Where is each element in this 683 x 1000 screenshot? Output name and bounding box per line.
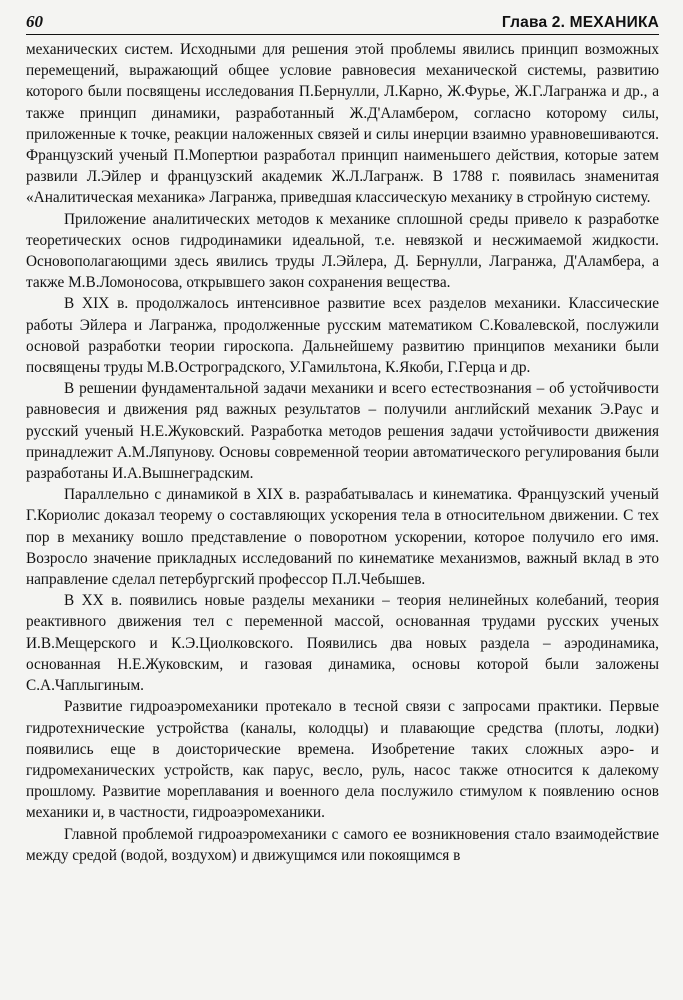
paragraph-7: Развитие гидроаэромеханики протекало в тесной связи с запросами практики. Первые гидротехнические устройства (каналы, колодцы) и плавающие средства (плоты, лодки) появились еще в доисторические времена. Изобретение таких сложных аэро- и гидромеханических устройств, как парус, весло, руль, насос также относится к далекому прошлому. Развитие мореплавания и военного дела послужило стимулом к появлению основ механики и, в частности, гидроаэромеханики. xyxy=(26,698,659,822)
paragraph-3: В XIX в. продолжалось интенсивное развитие всех разделов механики. Классические работы Эйлера и Лагранжа, продолженные русским математиком С.Ковалевской, послужили основой разработки теории гироскопа. Дальнейшему развитию принципов механики были посвящены труды М.В.Остроградского, У.Гамильтона, К.Якоби, Г.Герца и др. xyxy=(26,295,659,377)
paragraph-1: механических систем. Исходными для решения этой проблемы явились принцип возможных перемещений, выражающий общее условие равновесия механической системы, развитию которого были посвящены исследования П.Бернулли, Л.Карно, Ж.Фурье, Ж.Г.Лагранжа и др., а также принцип динамики, разработанный Ж.Д'Аламбером, согласно которому силы, приложенные к точке, реакции наложенных связей и силы инерции взаимно уравновешиваются. Французский ученый П.Мопертюи разработал принцип наименьшего действия, которые затем развили Л.Эйлер и французский академик Ж.Л.Лагранж. В 1788 г. появилась знаменитая «Аналитическая механика» Лагранжа, приведшая классическую механику в стройную систему. xyxy=(26,41,659,207)
chapter-title: Глава 2. МЕХАНИКА xyxy=(501,14,659,31)
body-text xyxy=(26,39,659,866)
paragraph-2: Приложение аналитических методов к механике сплошной среды привело к разработке теоретических основ гидродинамики идеальной, т.е. невязкой и несжимаемой жидкости. Основополагающими здесь явились труды Л.Эйлера, Д. Бернулли, Лагранжа, Д'Аламбера, а также М.В.Ломоносова, открывшего закон сохранения вещества. xyxy=(26,210,659,292)
paragraph-8: Главной проблемой гидроаэромеханики с самого ее возникновения стало взаимодействие между средой (водой, воздухом) и движущимся или покоящимся в xyxy=(26,825,659,864)
page-number: 60 xyxy=(26,12,43,31)
paragraph-6: В XX в. появились новые разделы механики – теория нелинейных колебаний, теория реактивного движения тел с переменной массой, основанная трудами русских ученых И.В.Мещерского и К.Э.Циолковского. Появились два новых раздела – аэродинамика, основанная Н.Е.Жуковским, и газовая динамика, основы которой были заложены С.А.Чаплыгиным. xyxy=(26,592,659,695)
page-header xyxy=(26,12,659,35)
paragraph-5: Параллельно с динамикой в XIX в. разрабатывалась и кинематика. Французский ученый Г.Кориолис доказал теорему о составляющих ускорения тела в относительном движении. С тех пор в механику вошло представление о поворотном ускорении, которое получило его имя. Возросло значение прикладных исследований по кинематике механизмов, важный вклад в это направление сделал петербургский профессор П.Л.Чебышев. xyxy=(26,486,659,589)
paragraph-4: В решении фундаментальной задачи механики и всего естествознания – об устойчивости равновесия и движения ряд важных результатов – получили английский механик Э.Раус и русский ученый Н.Е.Жуковский. Разработка методов решения задачи устойчивости движения принадлежит А.М.Ляпунову. Основы современной теории автоматического регулирования были разработаны И.А.Вышнеградским. xyxy=(26,380,659,483)
